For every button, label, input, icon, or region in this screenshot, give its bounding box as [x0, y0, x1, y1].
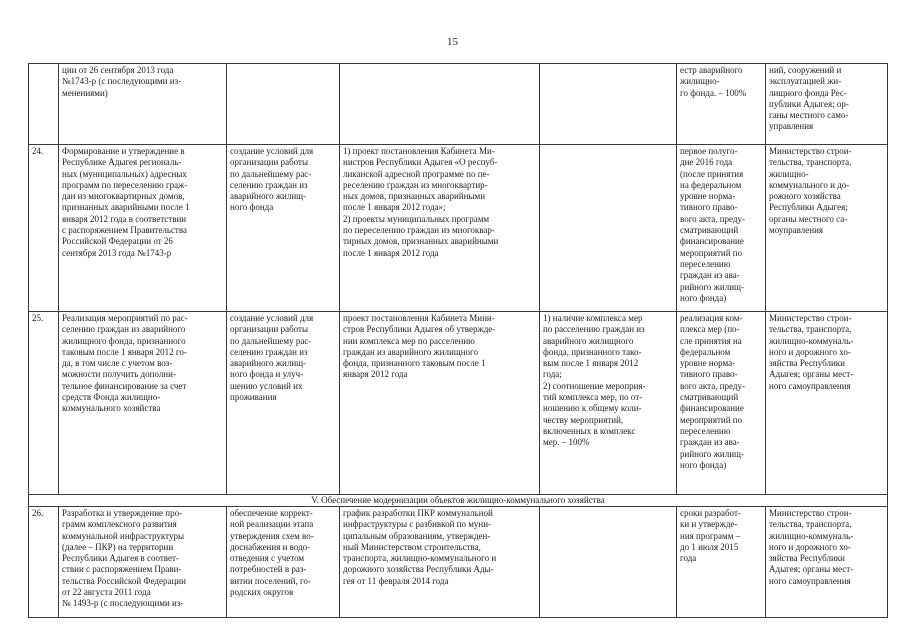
deadline-cell: первое полуго- дие 2016 года (после принятия на федеральном уровне норма- тивного право- вого акта, преду- сматривающий финансирование мероприятий по переселению граждан из ава- рийного жилищ- ного фонда) [677, 145, 766, 312]
table-row [29, 507, 888, 618]
document-cell: график разработки ПКР коммунальной инфраструктуры с разбивкой по муни- ципальным образованиям, утвержден- ный Министерством строительства, транспорта, жилищно-коммунального и дорожного хозяйства Республики Ады- гея от 11 февраля 2014 года [340, 507, 540, 618]
section-title: V. Обеспечение модернизации объектов жилищно-коммунального хозяйства [29, 495, 888, 507]
measure-cell: Формирование и утверждение в Республике Адыгея региональ- ных (муниципальных) адресных программ по переселению граж- дан из многоквартирных домов, признанных аварийными после 1 января 2012 года в соответствии с распоряжением Правительства Российской Федерации от 26 сентября 2013 года №1743-р [59, 145, 227, 312]
measure-cell: ции от 26 сентября 2013 года №1743-р (с последующими из- менениями) [59, 64, 227, 145]
row-number [29, 64, 59, 145]
purpose-cell: обеспечение коррект- ной реализации этапа утверждения схем во- доснабжения и водо- отведения с учетом потребностей в раз- витии поселений, го- родских округов [227, 507, 340, 618]
executor-cell: Министерство строи- тельства, транспорта, жилищно-коммуналь- ного и дорожного хо- зяйства Республики Адыгея; органы мест- ного самоуправления [766, 312, 888, 495]
deadline-cell: реализация ком- плекса мер (по- сле принятия на федеральном уровне норма- тивного право- вого акта, преду- сматривающий финансирование мероприятий по переселению граждан из ава- рийного жилищ- ного фонда) [677, 312, 766, 495]
indicator-cell: 1) наличие комплекса мер по расселению граждан из аварийного жилищного фонда, признанного тако- вым после 1 января 2012 года; 2) соотношение мероприя- тий комплекса мер, по от- ношению к общему коли- честву мероприятий, включенных в комплекс мер. – 100% [540, 312, 677, 495]
page-number: 15 [447, 36, 458, 48]
table-row [29, 64, 888, 145]
measure-cell: Реализация мероприятий по рас- селению граждан из аварийного жилищного фонда, признанного таковым после 1 января 2012 го- да, в том числе с учетом воз- можности получить дополни- тельное финансирование за счет средств Фонда жилищно- коммунального хозяйства [59, 312, 227, 495]
measures-table [28, 63, 888, 618]
document-cell: 1) проект постановления Кабинета Ми- нистров Республики Адыгея «О респуб- ликанской адресной программе по пе- реселению граждан из многоквартир- ных домов, признанных аварийными после 1 января 2012 года»; 2) проекты муниципальных программ по переселению граждан из многоквар- тирных домов, признанных аварийными после 1 января 2012 года [340, 145, 540, 312]
executor-cell: ний, сооружений и эксплуатацией жи- лищного фонда Рес- публики Адыгея; ор- ганы местного само- управления [766, 64, 888, 145]
purpose-cell: создание условий для организации работы по дальнейшему рас- селению граждан из аварийного жилищ- ного фонда [227, 145, 340, 312]
indicator-cell [540, 145, 677, 312]
table-row [29, 312, 888, 495]
purpose-cell: создание условий для организации работы по дальнейшему рас- селению граждан из аварийного жилищ- ного фонда и улуч- шению условий их проживания [227, 312, 340, 495]
document-cell [340, 64, 540, 145]
measure-cell: Разработка и утверждение про- грамм комплексного развития коммунальной инфраструктуры (далее – ПКР) на территории Республики Адыгея в соответ- ствии с распоряжением Прави- тельства Российской Федерации от 22 августа 2011 года № 1493-р (с последующими из- [59, 507, 227, 618]
deadline-cell: сроки разработ- ки и утвержде- ния программ – до 1 июля 2015 года [677, 507, 766, 618]
executor-cell: Министерство строи- тельства, транспорта, жилищно-коммуналь- ного и дорожного хо- зяйства Республики Адыгея; органы мест- ного самоуправления [766, 507, 888, 618]
table-row [29, 145, 888, 312]
deadline-cell: естр аварийного жилищно- го фонда. – 100% [677, 64, 766, 145]
indicator-cell [540, 64, 677, 145]
indicator-cell [540, 507, 677, 618]
executor-cell: Министерство строи- тельства, транспорта, жилищно- коммунального и до- рожного хозяйства Республики Адыгея; органы местного са- моуправления [766, 145, 888, 312]
row-number: 26. [29, 507, 59, 618]
section-header-row [29, 495, 888, 507]
row-number: 25. [29, 312, 59, 495]
row-number: 24. [29, 145, 59, 312]
document-cell: проект постановления Кабинета Мини- стров Республики Адыгея об утвержде- нии комплекса мер по расселению граждан из аварийного жилищного фонда, признанного таковым после 1 января 2012 года [340, 312, 540, 495]
purpose-cell [227, 64, 340, 145]
